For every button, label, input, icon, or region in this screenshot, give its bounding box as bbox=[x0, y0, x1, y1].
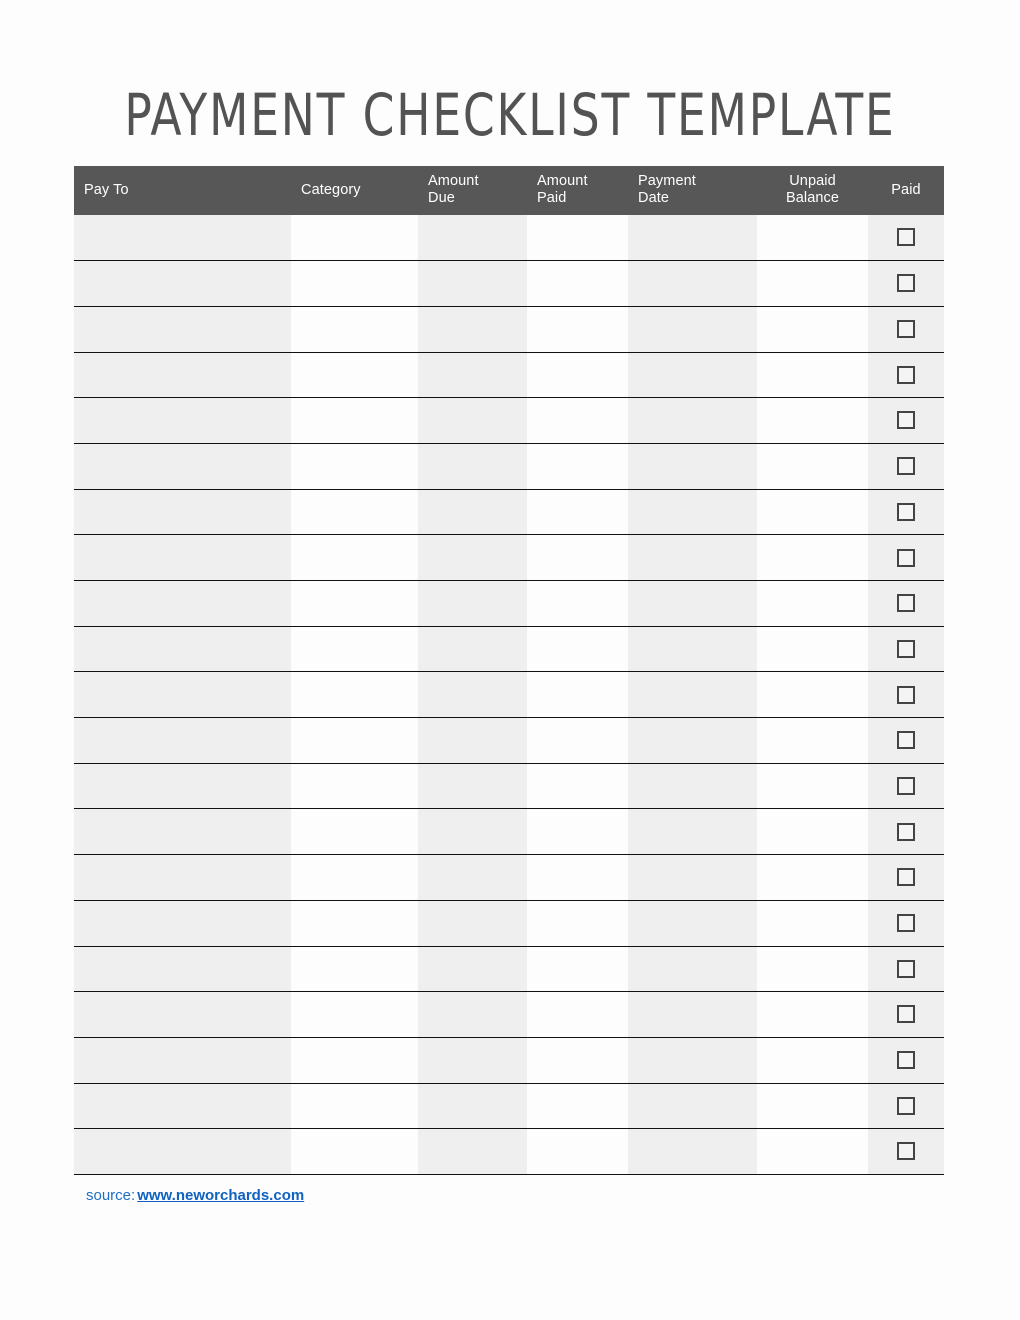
table-row bbox=[74, 672, 944, 718]
cell-paid[interactable] bbox=[868, 855, 944, 901]
cell-unpaid-balance[interactable] bbox=[757, 352, 868, 398]
table-row bbox=[74, 443, 944, 489]
table-row bbox=[74, 718, 944, 764]
table-row bbox=[74, 763, 944, 809]
paid-checkbox[interactable] bbox=[897, 594, 915, 612]
cell-amount-paid[interactable] bbox=[527, 718, 628, 764]
cell-pay-to[interactable] bbox=[74, 672, 291, 718]
cell-paid[interactable] bbox=[868, 489, 944, 535]
cell-category[interactable] bbox=[291, 352, 418, 398]
cell-pay-to[interactable] bbox=[74, 535, 291, 581]
cell-payment-date[interactable] bbox=[628, 535, 757, 581]
cell-category[interactable] bbox=[291, 1037, 418, 1083]
table-row bbox=[74, 1083, 944, 1129]
table-row bbox=[74, 535, 944, 581]
cell-paid[interactable] bbox=[868, 1083, 944, 1129]
cell-pay-to[interactable] bbox=[74, 215, 291, 261]
cell-amount-paid[interactable] bbox=[527, 763, 628, 809]
cell-amount-due[interactable] bbox=[418, 809, 527, 855]
column-header-amount-paid-line2: Paid bbox=[537, 190, 567, 206]
cell-paid[interactable] bbox=[868, 398, 944, 444]
column-header-category-line1: Category bbox=[301, 181, 361, 198]
cell-amount-due[interactable] bbox=[418, 855, 527, 901]
column-header-pay-to-line1: Pay To bbox=[84, 181, 129, 198]
column-header-unpaid-balance-line2: Balance bbox=[785, 190, 840, 206]
cell-pay-to[interactable] bbox=[74, 1083, 291, 1129]
cell-paid[interactable] bbox=[868, 581, 944, 627]
cell-amount-due[interactable] bbox=[418, 626, 527, 672]
table-row bbox=[74, 1129, 944, 1175]
cell-amount-paid[interactable] bbox=[527, 489, 628, 535]
cell-category[interactable] bbox=[291, 626, 418, 672]
cell-amount-due[interactable] bbox=[418, 946, 527, 992]
paid-checkbox[interactable] bbox=[897, 411, 915, 429]
cell-amount-paid[interactable] bbox=[527, 992, 628, 1038]
cell-amount-due[interactable] bbox=[418, 215, 527, 261]
cell-paid[interactable] bbox=[868, 763, 944, 809]
cell-amount-paid[interactable] bbox=[527, 261, 628, 307]
cell-unpaid-balance[interactable] bbox=[757, 489, 868, 535]
cell-unpaid-balance[interactable] bbox=[757, 672, 868, 718]
paid-checkbox[interactable] bbox=[897, 274, 915, 292]
column-header-amount-due bbox=[418, 166, 527, 215]
cell-amount-due[interactable] bbox=[418, 581, 527, 627]
cell-payment-date[interactable] bbox=[628, 306, 757, 352]
cell-payment-date[interactable] bbox=[628, 718, 757, 764]
cell-paid[interactable] bbox=[868, 443, 944, 489]
cell-category[interactable] bbox=[291, 306, 418, 352]
cell-amount-due[interactable] bbox=[418, 1083, 527, 1129]
cell-amount-paid[interactable] bbox=[527, 581, 628, 627]
table-header-row bbox=[74, 166, 944, 215]
cell-pay-to[interactable] bbox=[74, 718, 291, 764]
paid-checkbox[interactable] bbox=[897, 366, 915, 384]
cell-unpaid-balance[interactable] bbox=[757, 763, 868, 809]
column-header-unpaid-balance-line1: Unpaid bbox=[789, 173, 836, 189]
cell-pay-to[interactable] bbox=[74, 1037, 291, 1083]
cell-amount-due[interactable] bbox=[418, 398, 527, 444]
column-header-payment-date-line2: Date bbox=[638, 190, 670, 206]
cell-pay-to[interactable] bbox=[74, 900, 291, 946]
table-row bbox=[74, 855, 944, 901]
cell-unpaid-balance[interactable] bbox=[757, 215, 868, 261]
column-header-amount-due-line1: Amount bbox=[428, 173, 479, 189]
column-header-payment-date bbox=[628, 166, 757, 215]
cell-pay-to[interactable] bbox=[74, 1129, 291, 1175]
cell-paid[interactable] bbox=[868, 672, 944, 718]
cell-category[interactable] bbox=[291, 398, 418, 444]
cell-pay-to[interactable] bbox=[74, 581, 291, 627]
cell-amount-paid[interactable] bbox=[527, 1037, 628, 1083]
paid-checkbox[interactable] bbox=[897, 914, 915, 932]
cell-amount-due[interactable] bbox=[418, 718, 527, 764]
source-label: source: bbox=[86, 1187, 136, 1204]
cell-amount-paid[interactable] bbox=[527, 946, 628, 992]
cell-category[interactable] bbox=[291, 992, 418, 1038]
cell-pay-to[interactable] bbox=[74, 855, 291, 901]
cell-amount-paid[interactable] bbox=[527, 809, 628, 855]
cell-category[interactable] bbox=[291, 261, 418, 307]
cell-pay-to[interactable] bbox=[74, 261, 291, 307]
cell-unpaid-balance[interactable] bbox=[757, 809, 868, 855]
table-row bbox=[74, 626, 944, 672]
cell-unpaid-balance[interactable] bbox=[757, 855, 868, 901]
cell-paid[interactable] bbox=[868, 1129, 944, 1175]
cell-amount-due[interactable] bbox=[418, 489, 527, 535]
cell-paid[interactable] bbox=[868, 900, 944, 946]
cell-amount-due[interactable] bbox=[418, 1037, 527, 1083]
cell-amount-paid[interactable] bbox=[527, 306, 628, 352]
column-header-paid bbox=[868, 166, 944, 215]
cell-amount-paid[interactable] bbox=[527, 215, 628, 261]
cell-pay-to[interactable] bbox=[74, 306, 291, 352]
cell-category[interactable] bbox=[291, 900, 418, 946]
table-row bbox=[74, 809, 944, 855]
column-header-amount-paid-line1: Amount bbox=[537, 173, 588, 189]
paid-checkbox[interactable] bbox=[897, 1142, 915, 1160]
table-row bbox=[74, 581, 944, 627]
cell-pay-to[interactable] bbox=[74, 489, 291, 535]
cell-payment-date[interactable] bbox=[628, 443, 757, 489]
cell-payment-date[interactable] bbox=[628, 261, 757, 307]
cell-unpaid-balance[interactable] bbox=[757, 900, 868, 946]
cell-payment-date[interactable] bbox=[628, 489, 757, 535]
cell-unpaid-balance[interactable] bbox=[757, 261, 868, 307]
cell-amount-paid[interactable] bbox=[527, 398, 628, 444]
paid-checkbox[interactable] bbox=[897, 1051, 915, 1069]
cell-payment-date[interactable] bbox=[628, 1129, 757, 1175]
cell-amount-paid[interactable] bbox=[527, 1083, 628, 1129]
cell-category[interactable] bbox=[291, 946, 418, 992]
cell-paid[interactable] bbox=[868, 535, 944, 581]
paid-checkbox[interactable] bbox=[897, 823, 915, 841]
cell-category[interactable] bbox=[291, 763, 418, 809]
source-url-link[interactable]: www.neworchards.com bbox=[137, 1187, 305, 1204]
cell-unpaid-balance[interactable] bbox=[757, 718, 868, 764]
cell-payment-date[interactable] bbox=[628, 581, 757, 627]
column-header-amount-due-line2: Due bbox=[428, 190, 455, 206]
cell-amount-paid[interactable] bbox=[527, 900, 628, 946]
source-line bbox=[86, 1186, 304, 1206]
cell-unpaid-balance[interactable] bbox=[757, 581, 868, 627]
cell-amount-due[interactable] bbox=[418, 306, 527, 352]
cell-pay-to[interactable] bbox=[74, 946, 291, 992]
cell-amount-due[interactable] bbox=[418, 763, 527, 809]
table-row bbox=[74, 352, 944, 398]
cell-amount-paid[interactable] bbox=[527, 443, 628, 489]
cell-paid[interactable] bbox=[868, 992, 944, 1038]
cell-amount-due[interactable] bbox=[418, 352, 527, 398]
cell-payment-date[interactable] bbox=[628, 398, 757, 444]
table-row bbox=[74, 1037, 944, 1083]
cell-category[interactable] bbox=[291, 672, 418, 718]
cell-payment-date[interactable] bbox=[628, 672, 757, 718]
paid-checkbox[interactable] bbox=[897, 868, 915, 886]
cell-unpaid-balance[interactable] bbox=[757, 306, 868, 352]
paid-checkbox[interactable] bbox=[897, 731, 915, 749]
cell-payment-date[interactable] bbox=[628, 763, 757, 809]
paid-checkbox[interactable] bbox=[897, 503, 915, 521]
cell-payment-date[interactable] bbox=[628, 946, 757, 992]
cell-amount-due[interactable] bbox=[418, 1129, 527, 1175]
table-row bbox=[74, 306, 944, 352]
cell-unpaid-balance[interactable] bbox=[757, 443, 868, 489]
cell-amount-due[interactable] bbox=[418, 535, 527, 581]
cell-pay-to[interactable] bbox=[74, 398, 291, 444]
cell-category[interactable] bbox=[291, 718, 418, 764]
table-row bbox=[74, 900, 944, 946]
table-row bbox=[74, 946, 944, 992]
paid-checkbox[interactable] bbox=[897, 228, 915, 246]
cell-pay-to[interactable] bbox=[74, 809, 291, 855]
paid-checkbox[interactable] bbox=[897, 960, 915, 978]
table-header bbox=[74, 166, 944, 215]
cell-pay-to[interactable] bbox=[74, 992, 291, 1038]
cell-amount-paid[interactable] bbox=[527, 535, 628, 581]
cell-unpaid-balance[interactable] bbox=[757, 946, 868, 992]
cell-category[interactable] bbox=[291, 855, 418, 901]
cell-amount-due[interactable] bbox=[418, 443, 527, 489]
paid-checkbox[interactable] bbox=[897, 320, 915, 338]
cell-payment-date[interactable] bbox=[628, 992, 757, 1038]
checklist-table-wrapper bbox=[74, 166, 944, 1175]
cell-category[interactable] bbox=[291, 489, 418, 535]
cell-payment-date[interactable] bbox=[628, 352, 757, 398]
paid-checkbox[interactable] bbox=[897, 457, 915, 475]
cell-paid[interactable] bbox=[868, 1037, 944, 1083]
table-body bbox=[74, 215, 944, 1174]
cell-payment-date[interactable] bbox=[628, 1083, 757, 1129]
paid-checkbox[interactable] bbox=[897, 1097, 915, 1115]
cell-unpaid-balance[interactable] bbox=[757, 1037, 868, 1083]
column-header-amount-paid bbox=[527, 166, 628, 215]
cell-category[interactable] bbox=[291, 1129, 418, 1175]
cell-category[interactable] bbox=[291, 215, 418, 261]
cell-payment-date[interactable] bbox=[628, 215, 757, 261]
cell-unpaid-balance[interactable] bbox=[757, 1129, 868, 1175]
cell-payment-date[interactable] bbox=[628, 809, 757, 855]
cell-pay-to[interactable] bbox=[74, 352, 291, 398]
column-header-pay-to bbox=[74, 166, 291, 215]
cell-category[interactable] bbox=[291, 535, 418, 581]
paid-checkbox[interactable] bbox=[897, 549, 915, 567]
cell-paid[interactable] bbox=[868, 626, 944, 672]
payment-checklist-table bbox=[74, 166, 944, 1175]
paid-checkbox[interactable] bbox=[897, 640, 915, 658]
column-header-unpaid-balance bbox=[757, 166, 868, 215]
cell-category[interactable] bbox=[291, 1083, 418, 1129]
cell-payment-date[interactable] bbox=[628, 626, 757, 672]
cell-unpaid-balance[interactable] bbox=[757, 398, 868, 444]
cell-category[interactable] bbox=[291, 581, 418, 627]
cell-unpaid-balance[interactable] bbox=[757, 1083, 868, 1129]
table-row bbox=[74, 261, 944, 307]
cell-category[interactable] bbox=[291, 443, 418, 489]
table-row bbox=[74, 215, 944, 261]
table-row bbox=[74, 992, 944, 1038]
paid-checkbox[interactable] bbox=[897, 777, 915, 795]
cell-unpaid-balance[interactable] bbox=[757, 626, 868, 672]
cell-payment-date[interactable] bbox=[628, 855, 757, 901]
cell-payment-date[interactable] bbox=[628, 900, 757, 946]
cell-amount-paid[interactable] bbox=[527, 1129, 628, 1175]
cell-unpaid-balance[interactable] bbox=[757, 992, 868, 1038]
cell-amount-paid[interactable] bbox=[527, 626, 628, 672]
cell-payment-date[interactable] bbox=[628, 1037, 757, 1083]
cell-amount-due[interactable] bbox=[418, 900, 527, 946]
paid-checkbox[interactable] bbox=[897, 686, 915, 704]
cell-amount-paid[interactable] bbox=[527, 672, 628, 718]
cell-pay-to[interactable] bbox=[74, 443, 291, 489]
cell-amount-due[interactable] bbox=[418, 672, 527, 718]
cell-pay-to[interactable] bbox=[74, 626, 291, 672]
cell-amount-due[interactable] bbox=[418, 261, 527, 307]
cell-amount-due[interactable] bbox=[418, 992, 527, 1038]
cell-paid[interactable] bbox=[868, 718, 944, 764]
page-title: PAYMENT CHECKLIST TEMPLATE bbox=[124, 80, 896, 149]
cell-paid[interactable] bbox=[868, 352, 944, 398]
cell-paid[interactable] bbox=[868, 261, 944, 307]
cell-paid[interactable] bbox=[868, 215, 944, 261]
paid-checkbox[interactable] bbox=[897, 1005, 915, 1023]
table-row bbox=[74, 398, 944, 444]
cell-paid[interactable] bbox=[868, 809, 944, 855]
column-header-paid-line1: Paid bbox=[891, 181, 921, 198]
cell-category[interactable] bbox=[291, 809, 418, 855]
column-header-category bbox=[291, 166, 418, 215]
cell-paid[interactable] bbox=[868, 306, 944, 352]
cell-pay-to[interactable] bbox=[74, 763, 291, 809]
cell-paid[interactable] bbox=[868, 946, 944, 992]
cell-amount-paid[interactable] bbox=[527, 855, 628, 901]
cell-amount-paid[interactable] bbox=[527, 352, 628, 398]
column-header-payment-date-line1: Payment bbox=[638, 173, 696, 189]
table-row bbox=[74, 489, 944, 535]
cell-unpaid-balance[interactable] bbox=[757, 535, 868, 581]
